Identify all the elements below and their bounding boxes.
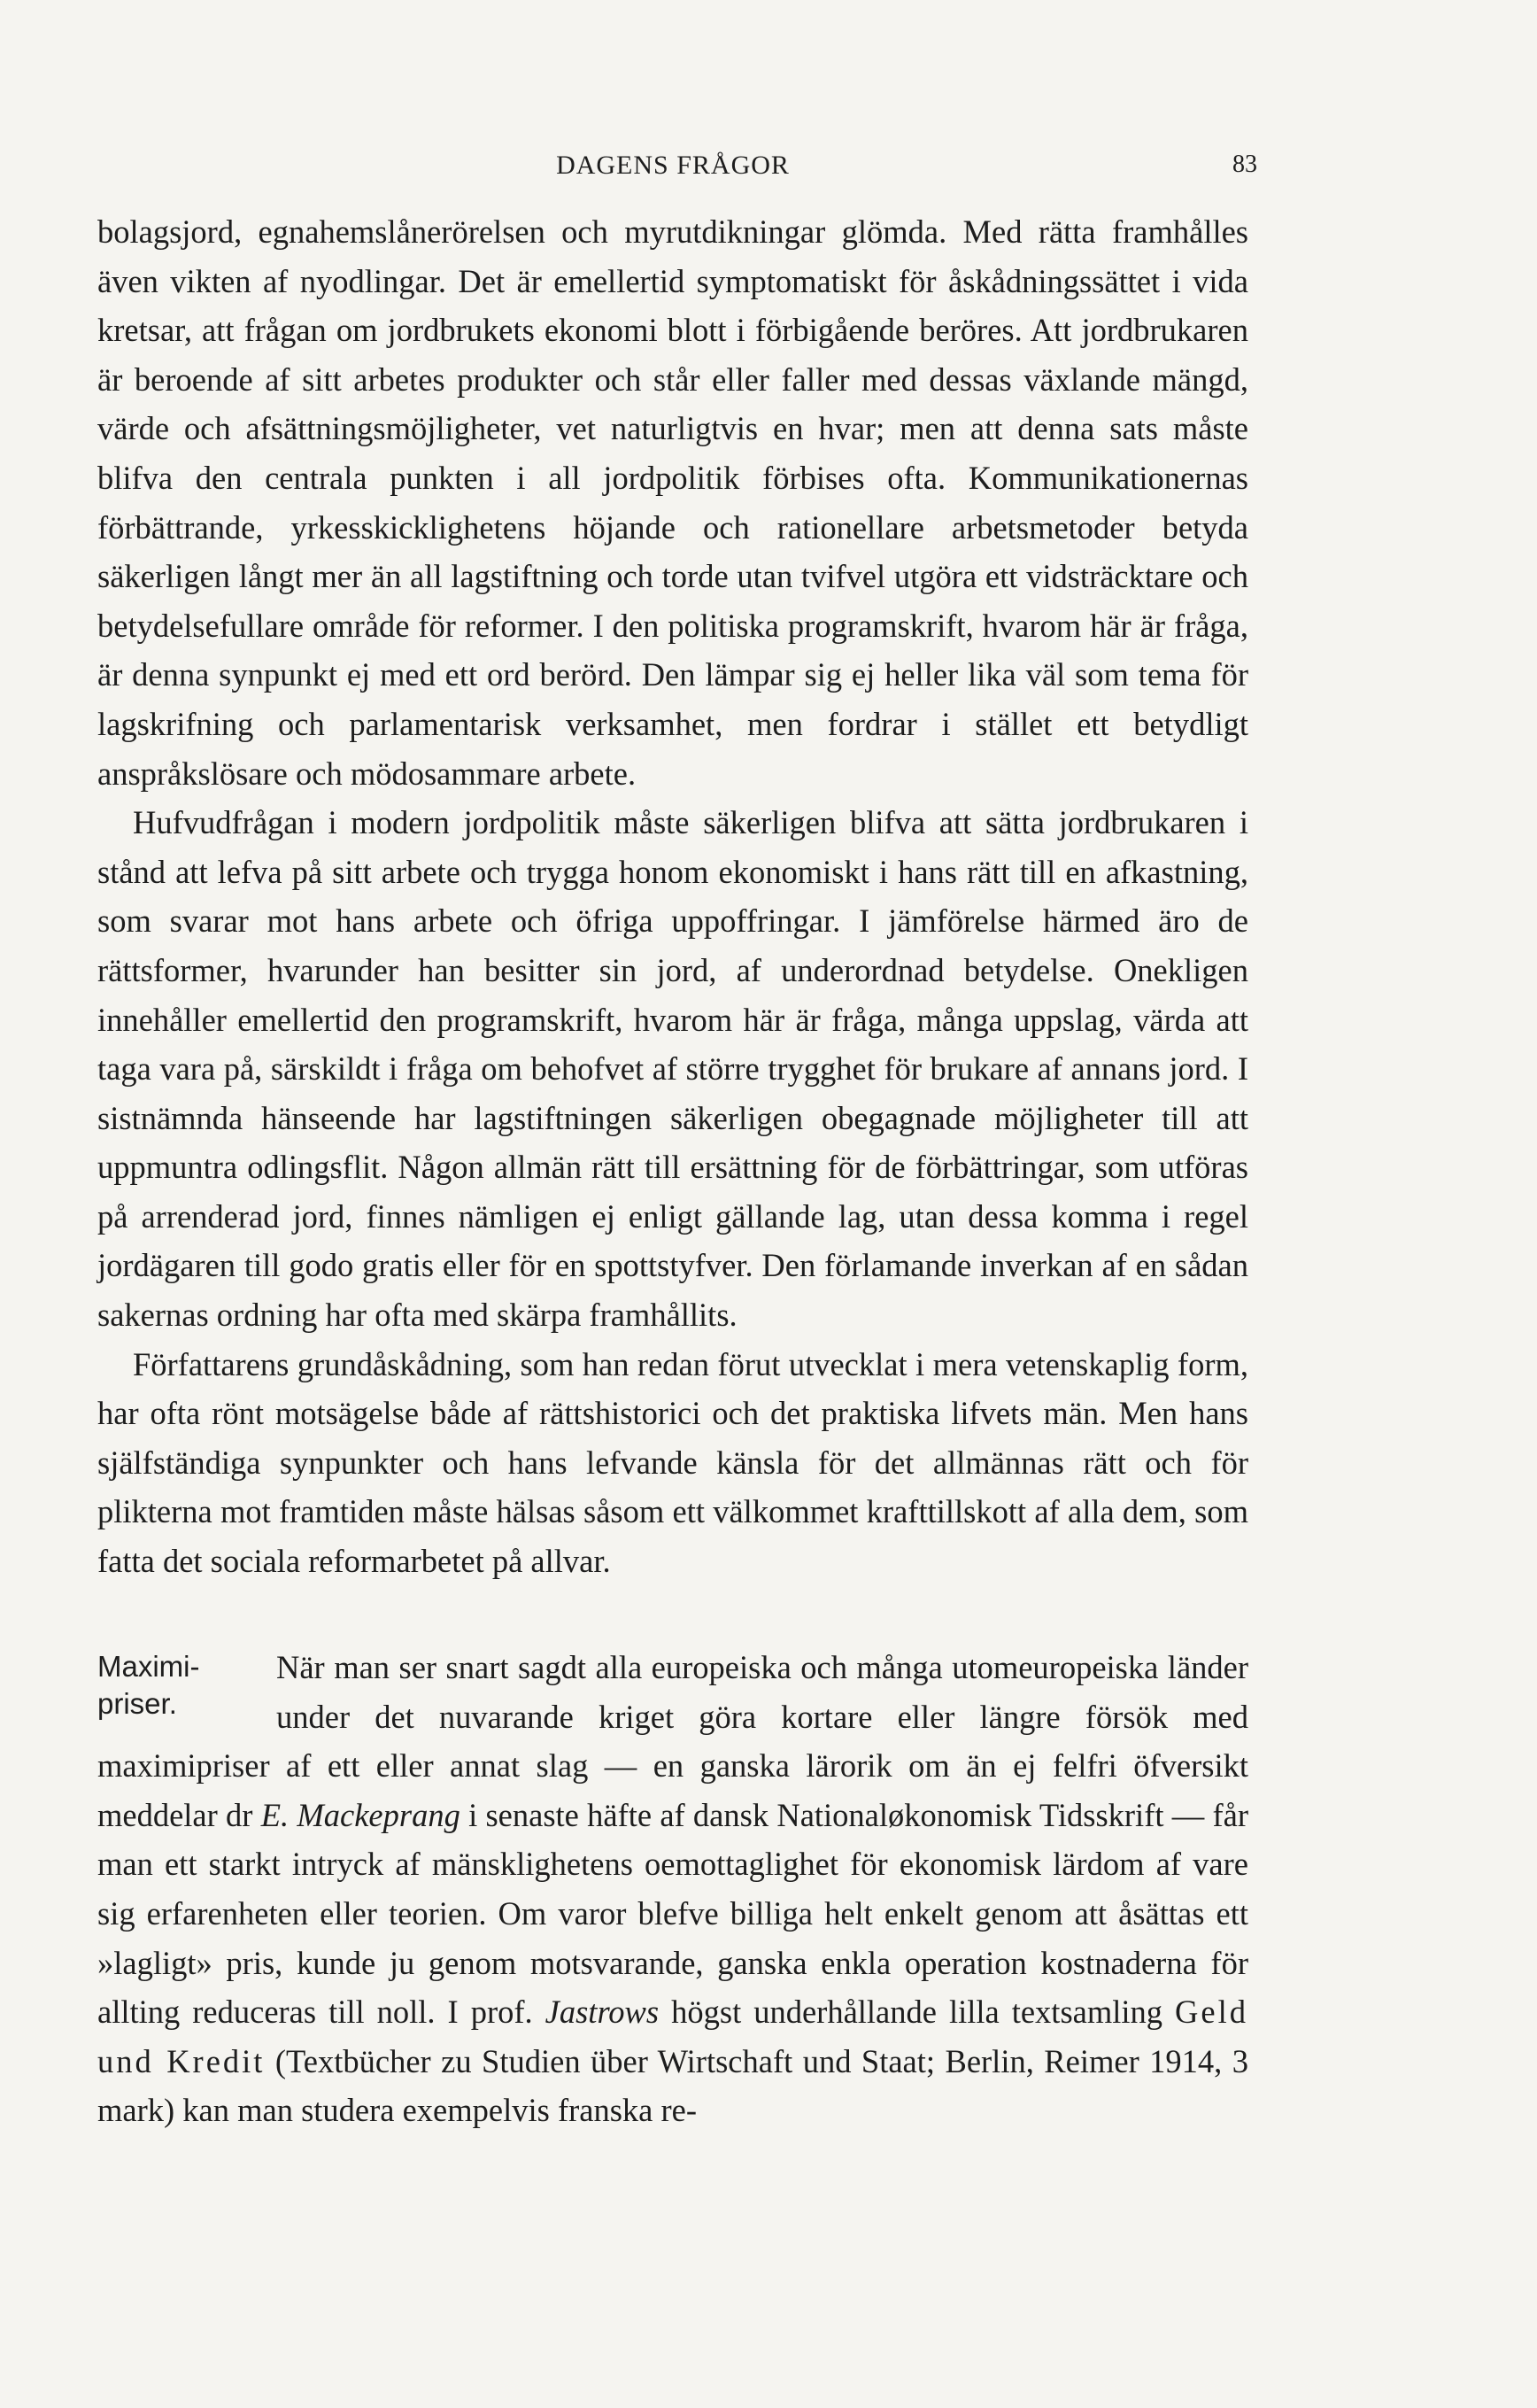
paragraph-author-view: Författarens grundåskådning, som han redan förut utvecklat i mera vetenskaplig form, har ofta rönt motsägelse både af rättshistorici och det praktiska lifvets män. Men hans själfständiga synpunkter och hans lefvande känsla för det allmännas rätt och för plikterna mot framtiden måste hälsas såsom ett välkommet krafttillskott af alla dem, som fatta det sociala reformarbetet på allvar. bbox=[97, 1345, 1248, 1580]
book-title: Geld und Kredit bbox=[97, 1994, 1248, 2079]
section-text-2: i senaste häfte af dansk Nationaløkonomisk Tidsskrift — får man ett starkt intryck af mänsklighetens oemottaglighet för ekonomisk lärdom af vare sig erfarenheten eller teorien. Om varor blefve billiga helt enkelt genom att åsättas ett »lagligt» pris, kunde ju genom motsvarande, ganska enkla operation kostnaderna för allting reduceras till noll. I prof. bbox=[97, 1796, 1249, 2031]
paragraph-main-question: Hufvudfrågan i modern jordpolitik måste säkerligen blifva att sätta jordbrukaren i stånd att lefva på sitt arbete och trygga honom ekonomiskt i hans rätt till en afkastning, som svarar mot hans arbete och öfriga uppoffringar. I jämförelse härmed äro de rättsformer, hvarunder han besitter sin jord, af underordnad betydelse. Onekligen innehåller emellertid den programskrift, hvarom här är fråga, många uppslag, värda att taga vara på, särskildt i fråga om behofvet af större trygghet för brukare af annans jord. I sistnämnda hänseende har lagstiftningen säkerligen obegagnade möjligheter till att uppmuntra odlingsflit. Någon allmän rätt till ersättning för de förbättringar, som utföras på arrenderad jord, finnes nämligen ej enligt gällande lag, utan dessa komma i regel jordägaren till godo gratis eller för en spottstyfver. Den förlamande inverkan af en sådan sakernas ordning har ofta med skärpa framhållits. bbox=[97, 804, 1248, 1334]
section-text-3: högst underhållande lilla textsamling bbox=[659, 1994, 1176, 2031]
section-paragraph bbox=[97, 1643, 1248, 2135]
side-heading-line-2: priser. bbox=[97, 1687, 177, 1720]
page-header bbox=[97, 151, 1257, 195]
section-text-4: (Textbücher zu Studien über Wirtschaft und Staat; Berlin, Reimer 1914, 3 mark) kan man studera exempelvis franska re- bbox=[97, 2042, 1248, 2129]
side-heading bbox=[97, 1648, 266, 1723]
side-heading-line-1: Maximi- bbox=[97, 1650, 200, 1683]
section-maximipriser bbox=[97, 1643, 1248, 2135]
page-number: 83 bbox=[1232, 151, 1257, 178]
paragraph-continued: bolagsjord, egnahemslånerörelsen och myrutdikningar glömda. Med rätta framhålles även vikten af nyodlingar. Det är emellertid symptomatiskt för åskådningssättet i vida kretsar, att frågan om jordbrukets ekonomi blott i förbigående beröres. Att jordbrukaren är beroende af sitt arbetes produkter och står eller faller med dessas växlande mängd, värde och afsättningsmöjligheter, vet naturligtvis en hvar; men att denna sats måste blifva den centrala punkten i all jordpolitik förbises ofta. Kommunikationernas förbättrande, yrkesskicklighetens höjande och rationellare arbetsmetoder betyda säkerligen långt mer än all lagstiftning och torde utan tvifvel utgöra ett vidsträcktare och betydelsefullare område för reformer. I den politiska programskrift, hvarom här är fråga, är denna synpunkt ej med ett ord berörd. Den lämpar sig ej heller lika väl som tema för lagskrifning och parlamentarisk verksamhet, men fordrar i stället ett betydligt anspråkslösare och mödosammare arbete. bbox=[97, 213, 1248, 792]
running-title: DAGENS FRÅGOR bbox=[556, 151, 790, 180]
section-text-1: När man ser snart sagdt alla europeiska och många utomeuropeiska länder under det nuvarande kriget göra kortare eller längre försök med maximipriser af ett eller annat slag — en ganska lärorik om än ej felfri öfversikt meddelar dr bbox=[97, 1649, 1248, 1833]
professor-name: Jastrows bbox=[545, 1994, 660, 2031]
body-text bbox=[97, 207, 1248, 1586]
author-name: E. Mackeprang bbox=[260, 1796, 460, 1833]
